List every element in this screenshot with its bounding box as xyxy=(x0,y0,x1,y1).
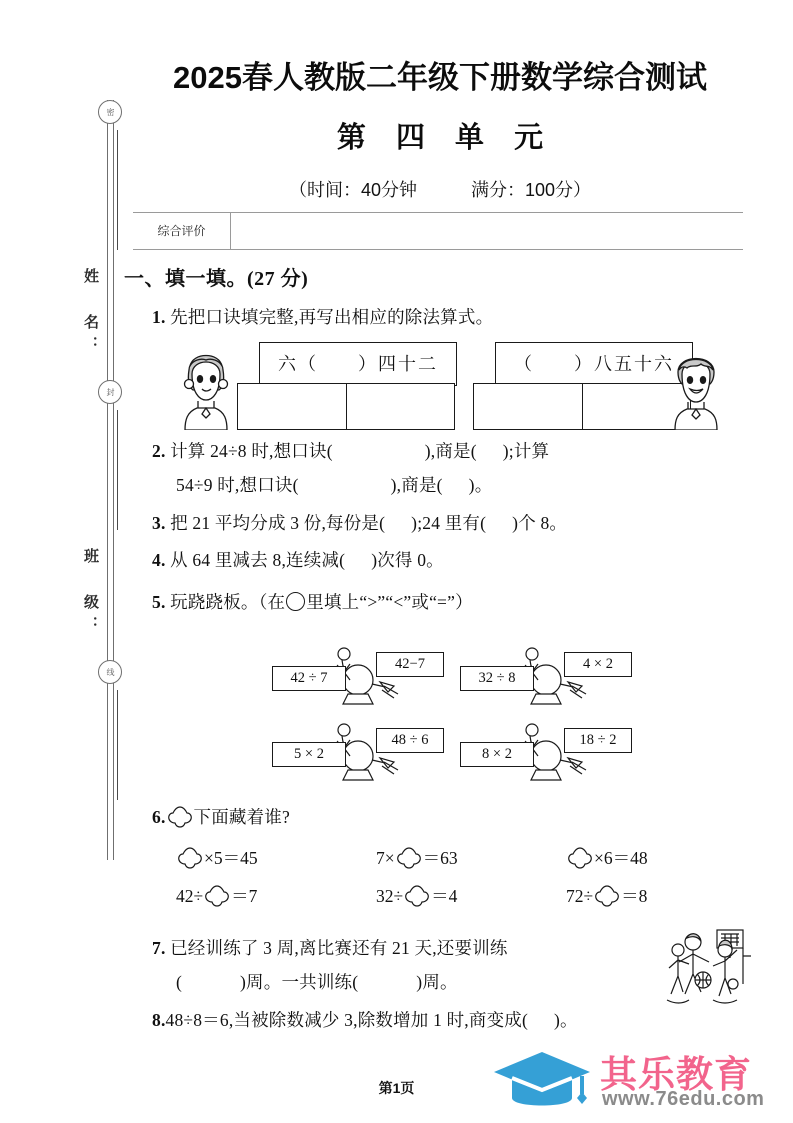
question-6-number: 6. xyxy=(152,807,166,827)
exam-meta xyxy=(120,176,760,202)
question-2-text-a: 计算 24÷8 时,想口诀( xyxy=(170,441,333,461)
seal-dot-2: 封 xyxy=(98,380,122,404)
margin-divider-2 xyxy=(117,410,118,530)
brand-watermark xyxy=(488,1042,778,1120)
seesaw-3 xyxy=(272,718,444,784)
seesaw-1-right-expression: 42−7 xyxy=(376,652,444,677)
margin-divider-1 xyxy=(117,130,118,250)
flower-icon[interactable] xyxy=(594,884,620,908)
flower-icon[interactable] xyxy=(204,884,230,908)
question-2-line-2 xyxy=(176,471,492,500)
question-1-figure xyxy=(175,342,730,430)
unit-subtitle: 第 四 单 元 xyxy=(336,122,555,154)
seesaw-4-right-expression: 18 ÷ 2 xyxy=(564,728,632,753)
question-1-left-formula: 六（ ）四十二 xyxy=(259,342,457,386)
question-1-number: 1. xyxy=(152,307,166,327)
student-name-label: 姓 名： xyxy=(82,268,99,358)
margin-divider-3 xyxy=(117,690,118,800)
question-4-number: 4. xyxy=(152,550,166,570)
q6-item-6-after: ＝8 xyxy=(621,886,648,906)
question-6-row-2 xyxy=(176,881,736,919)
question-6-item-2 xyxy=(376,843,458,873)
q6-item-6-before: 72÷ xyxy=(566,886,594,906)
student-class-label: 班 级： xyxy=(82,548,99,638)
question-4-text-a: 从 64 里减去 8,连续减( xyxy=(170,550,346,570)
question-3-text-b: );24 里有( xyxy=(411,513,487,533)
page-title: 2025春人教版二年级下册数学综合测试 xyxy=(173,60,707,95)
question-6-body: 下面藏着谁? xyxy=(193,807,290,827)
evaluation-label: 综合评价 xyxy=(157,224,206,238)
question-1-right-formula: （ ）八五十六 xyxy=(495,342,693,386)
brand-name: 其乐教育 xyxy=(600,1054,752,1095)
q6-item-1-after: ×5＝45 xyxy=(204,848,258,868)
seesaw-4-left-expression: 8 × 2 xyxy=(460,742,534,767)
seesaw-1-left-expression: 42 ÷ 7 xyxy=(272,666,346,691)
question-6-text xyxy=(152,803,290,832)
question-2-text-e: ),商是( xyxy=(390,475,443,495)
seesaw-2 xyxy=(460,642,632,708)
seesaw-3-left-expression: 5 × 2 xyxy=(272,742,346,767)
q6-item-4-before: 42÷ xyxy=(176,886,204,906)
time-limit-label: （时间：40分钟 xyxy=(288,180,417,200)
margin-rule-left xyxy=(107,100,108,860)
q6-item-2-after: ＝63 xyxy=(422,848,458,868)
question-2-text-c: );计算 xyxy=(502,441,550,461)
question-4-text-b: )次得 0。 xyxy=(371,550,444,570)
graduation-cap-icon xyxy=(490,1046,594,1123)
question-1-text xyxy=(152,303,493,332)
question-7-number: 7. xyxy=(152,938,166,958)
seesaw-3-right-expression: 48 ÷ 6 xyxy=(376,728,444,753)
question-5-text-b: 里填上“>”“<”或“=”） xyxy=(306,592,473,612)
seesaw-4 xyxy=(460,718,632,784)
flower-icon xyxy=(167,805,193,829)
q6-item-4-after: ＝7 xyxy=(231,886,258,906)
question-5-number: 5. xyxy=(152,592,166,612)
q6-item-2-before: 7× xyxy=(376,848,395,868)
question-6-item-6 xyxy=(566,881,647,911)
q6-item-5-after: ＝4 xyxy=(431,886,458,906)
seal-dot-3: 线 xyxy=(98,660,122,684)
seal-dot-1: 密 xyxy=(98,100,122,124)
question-1-body: 先把口诀填完整,再写出相应的除法算式。 xyxy=(170,307,494,327)
question-6-row-1 xyxy=(176,843,736,881)
question-2-text-f: )。 xyxy=(468,475,493,495)
question-7-line-2 xyxy=(176,968,458,997)
question-6-items xyxy=(176,843,736,919)
boy-illustration xyxy=(665,344,727,430)
brand-url: www.76edu.com xyxy=(602,1088,765,1110)
evaluation-table xyxy=(133,212,743,250)
seesaw-2-right-expression: 4 × 2 xyxy=(564,652,632,677)
question-5-text xyxy=(152,588,473,617)
question-6-item-5 xyxy=(376,881,457,911)
page-number: 第1页 xyxy=(378,1080,415,1096)
question-4 xyxy=(152,546,444,575)
flower-icon[interactable] xyxy=(404,884,430,908)
q6-item-3-after: ×6＝48 xyxy=(594,848,648,868)
question-7-body: 已经训练了 3 周,离比赛还有 21 天,还要训练 xyxy=(170,938,508,958)
question-1-left-answer-cell-2[interactable] xyxy=(346,384,455,429)
section-1-heading: 一、填一填。(27 分) xyxy=(124,268,309,290)
question-1-right-answer-row[interactable] xyxy=(473,383,691,430)
question-2-number: 2. xyxy=(152,441,166,461)
q6-item-5-before: 32÷ xyxy=(376,886,404,906)
question-7-text-a: ( xyxy=(176,972,183,992)
binding-margin xyxy=(82,100,118,860)
question-3-text-a: 把 21 平均分成 3 份,每份是( xyxy=(170,513,386,533)
question-6-item-1 xyxy=(176,843,258,873)
question-8-text-a: 48÷8＝6,当被除数减少 3,除数增加 1 时,商变成( xyxy=(165,1010,529,1030)
evaluation-blank-field[interactable] xyxy=(231,213,743,249)
circle-blank-icon xyxy=(286,592,305,611)
girl-illustration xyxy=(175,344,237,430)
seesaw-1 xyxy=(272,642,444,708)
question-5-seesaws xyxy=(272,642,632,792)
question-8-text-b: )。 xyxy=(554,1010,578,1030)
margin-rule-right xyxy=(113,100,114,860)
flower-icon[interactable] xyxy=(396,846,422,870)
question-2-line-1 xyxy=(152,437,549,466)
flower-icon[interactable] xyxy=(567,846,593,870)
question-7-text-b: )周。一共训练( xyxy=(240,972,359,992)
total-score-label: 满分：100分） xyxy=(470,180,592,200)
basketball-players-illustration xyxy=(663,928,755,1010)
question-5-text-a: 玩跷跷板。（在 xyxy=(170,592,286,612)
question-8 xyxy=(152,1006,578,1035)
question-8-number: 8. xyxy=(152,1010,166,1030)
flower-icon[interactable] xyxy=(177,846,203,870)
question-1-right-answer-cell-1[interactable] xyxy=(474,384,582,429)
question-1-left-answer-row[interactable] xyxy=(237,383,455,430)
question-7-line-1 xyxy=(152,934,508,963)
question-6-item-4 xyxy=(176,881,257,911)
question-1-left-answer-cell-1[interactable] xyxy=(238,384,346,429)
seesaw-2-left-expression: 32 ÷ 8 xyxy=(460,666,534,691)
question-6-item-3 xyxy=(566,843,648,873)
question-7-text-c: )周。 xyxy=(416,972,458,992)
question-2-text-b: ),商是( xyxy=(424,441,477,461)
question-3 xyxy=(152,509,567,538)
question-3-text-c: )个 8。 xyxy=(512,513,568,533)
question-3-number: 3. xyxy=(152,513,166,533)
question-2-text-d: 54÷9 时,想口诀( xyxy=(176,475,299,495)
